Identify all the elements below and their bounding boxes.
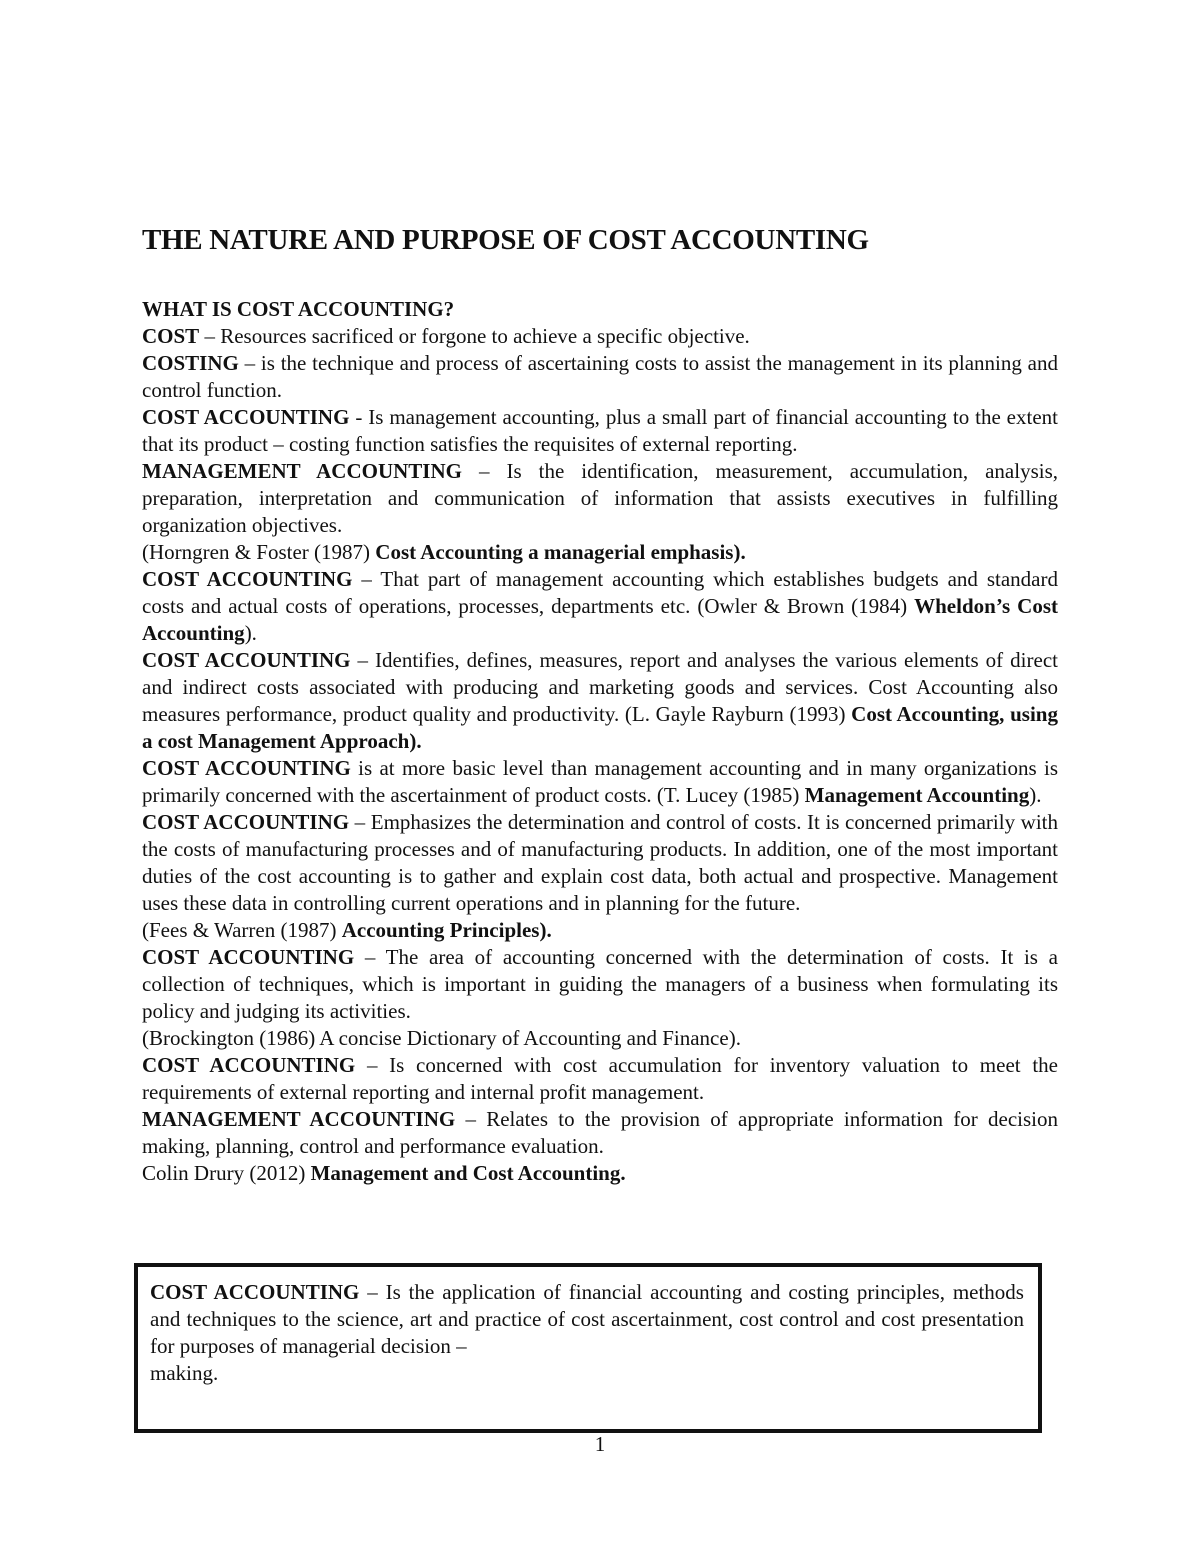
definition-cost-accounting [142, 755, 1058, 809]
citation-title: Management and Cost Accounting. [310, 1161, 626, 1185]
definition-term: COST ACCOUNTING [142, 567, 353, 591]
document-title: THE NATURE AND PURPOSE OF COST ACCOUNTING [142, 224, 869, 256]
definition-text: – Resources sacrificed or forgone to achieve a specific objective. [199, 324, 750, 348]
document-body [142, 296, 1058, 1187]
definition-text: - Is management accounting, plus a small part of financial accounting to the extent that its product – costing function satisfies the requisites of external reporting. [142, 405, 1058, 456]
definition-text: – Is the identification, measurement, accumulation, analysis, preparation, interpretation and communication of information that assists executives in fulfilling organization objectives. [142, 459, 1058, 537]
definition-term: COST ACCOUNTING [142, 756, 351, 780]
definition-term: COSTING [142, 351, 239, 375]
definition-term: COST [142, 324, 200, 348]
reference-title: Cost Accounting, using a cost Management Approach). [142, 702, 1058, 753]
citation-author: Colin Drury (2012) [142, 1161, 311, 1185]
box-definition [150, 1279, 1024, 1360]
definition-term: COST ACCOUNTING [150, 1280, 360, 1304]
definition-cost-accounting [142, 647, 1058, 755]
section-heading: WHAT IS COST ACCOUNTING? [142, 297, 455, 321]
definition-text: is at more basic level than management accounting and in many organizations is primarily concerned with the ascertainment of product costs. (T. Lucey (1985) [142, 756, 1058, 807]
definition-box [134, 1263, 1042, 1433]
citation-title: Accounting Principles). [341, 918, 552, 942]
citation-author: (Fees & Warren (1987) [142, 918, 342, 942]
definition-term: COST ACCOUNTING [142, 810, 350, 834]
reference-title: Wheldon’s Cost Accounting [142, 594, 1058, 645]
citation [142, 1025, 1058, 1052]
reference-title: Management Accounting [804, 783, 1030, 807]
definition-text: – The area of accounting concerned with the determination of costs. It is a collection of techniques, which is important in guiding the managers of a business when formulating its policy and judging its activities. [142, 945, 1058, 1023]
page-number: 1 [594, 1432, 606, 1456]
citation [142, 917, 1058, 944]
citation-author: (Brockington (1986) A concise Dictionary of Accounting and Finance). [142, 1026, 741, 1050]
definition-cost-accounting [142, 566, 1058, 647]
citation-title: Cost Accounting a managerial emphasis). [375, 540, 746, 564]
definition-term: MANAGEMENT ACCOUNTING [142, 1107, 456, 1131]
definition-cost-accounting [142, 809, 1058, 917]
definition-term: COST ACCOUNTING [142, 1053, 356, 1077]
definition-cost-accounting [142, 404, 1058, 458]
citation [142, 539, 1058, 566]
definition-text: – Relates to the provision of appropriate information for decision making, planning, control and performance evaluation. [142, 1107, 1058, 1158]
definition-text: – is the technique and process of ascertaining costs to assist the management in its planning and control function. [142, 351, 1058, 402]
definition-term: COST ACCOUNTING [142, 405, 350, 429]
citation-author: (Horngren & Foster (1987) [142, 540, 376, 564]
definition-term: MANAGEMENT ACCOUNTING [142, 459, 462, 483]
definition-term: COST ACCOUNTING [142, 945, 355, 969]
definition-text: – Identifies, defines, measures, report and analyses the various elements of direct and indirect costs associated with producing and marketing goods and services. Cost Accounting also measures performance, product quality and productivity. (L. Gayle Rayburn (1993) [142, 648, 1058, 726]
definition-costing [142, 350, 1058, 404]
definition-cost-accounting [142, 1052, 1058, 1106]
definition-text: – Is the application of financial accounting and costing principles, methods and techniques to the science, art and practice of cost ascertainment, cost control and cost presentation for purposes of managerial decision – [150, 1280, 1024, 1358]
definition-management-accounting [142, 458, 1058, 539]
reference-tail: ). [1029, 783, 1042, 807]
box-definition-end: making. [150, 1361, 219, 1385]
definition-text: – Emphasizes the determination and control of costs. It is concerned primarily with the costs of manufacturing processes and of manufacturing products. In addition, one of the most important duties of the cost accounting is to gather and explain cost data, both actual and prospective. Management uses these data in controlling current operations and in planning for the future. [142, 810, 1058, 915]
definition-text: – Is concerned with cost accumulation for inventory valuation to meet the requirements of external reporting and internal profit management. [142, 1053, 1058, 1104]
citation [142, 1160, 1058, 1187]
definition-cost [142, 323, 1058, 350]
reference-tail: ). [244, 621, 257, 645]
definition-text: – That part of management accounting which establishes budgets and standard costs and actual costs of operations, processes, departments etc. (Owler & Brown (1984) [142, 567, 1058, 618]
definition-cost-accounting [142, 944, 1058, 1025]
definition-management-accounting [142, 1106, 1058, 1160]
definition-term: COST ACCOUNTING [142, 648, 351, 672]
